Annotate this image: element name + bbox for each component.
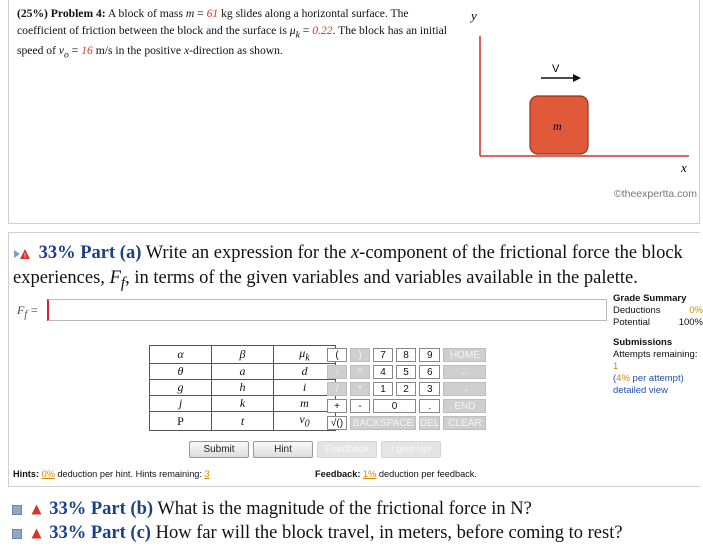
potential-value: 100% [678, 317, 703, 328]
palette-i[interactable]: i [274, 380, 336, 396]
part-b-percent: 33% [49, 499, 87, 519]
part-a-panel [8, 232, 703, 487]
grade-summary-title: Grade Summary [613, 293, 687, 304]
hints-label: Hints: [13, 469, 40, 479]
key-close-paren[interactable]: ) [350, 348, 370, 362]
palette-beta[interactable]: β [212, 346, 274, 364]
key-0[interactable]: 0 [373, 399, 416, 413]
equals-sign: = [194, 7, 207, 20]
feedback-label: Feedback: [315, 469, 361, 479]
hint-button[interactable]: Hint [253, 441, 313, 458]
palette-k[interactable]: k [212, 396, 274, 412]
force-symbol: F [109, 268, 121, 288]
palette-theta[interactable]: θ [150, 364, 212, 380]
feedback-info [315, 469, 477, 479]
mass-symbol: m [185, 7, 195, 20]
palette-d[interactable]: d [274, 364, 336, 380]
block-diagram [471, 6, 701, 196]
key-home[interactable]: HOME [443, 348, 486, 362]
key-sqrt[interactable]: √() [327, 416, 347, 430]
hints-info [13, 469, 210, 479]
key-clear[interactable]: CLEAR [443, 416, 486, 430]
palette-h[interactable]: h [212, 380, 274, 396]
velocity-symbol: v [58, 44, 65, 58]
key-dot[interactable]: . [419, 399, 440, 413]
part-a-text: -component of the frictional force the block experiences, [13, 243, 683, 288]
grade-summary [613, 293, 703, 329]
y-axis-label: y [471, 8, 477, 23]
key-5[interactable]: 5 [396, 365, 416, 379]
attempts-label: Attempts remaining: [613, 349, 698, 360]
palette-alpha[interactable]: α [150, 346, 212, 364]
key-8[interactable]: 8 [396, 348, 416, 362]
problem-label: (25%) Problem 4: [17, 7, 106, 20]
feedback-pct: 1% [363, 469, 377, 479]
key-right-arrow[interactable]: → [443, 382, 486, 396]
warning-icon [31, 528, 42, 539]
svg-text:!: ! [24, 252, 26, 260]
key-del[interactable]: DEL [420, 417, 440, 429]
warning-icon [31, 504, 42, 515]
key-backspace[interactable]: BACKSPACE [350, 416, 416, 430]
hints-text: deduction per hint. Hints remaining: [57, 469, 202, 479]
palette-m[interactable]: m [274, 396, 336, 412]
answer-label: $F_f$ = [17, 303, 39, 321]
part-a-label: Part (a) [80, 243, 142, 263]
palette-j[interactable]: j [150, 396, 212, 412]
equals-sign: = [299, 23, 313, 37]
answer-input[interactable] [47, 299, 607, 321]
key-up-arrow[interactable]: ↑ [327, 365, 347, 379]
velocity-value: 16 [81, 44, 93, 58]
potential-label: Potential [613, 317, 650, 328]
part-c-question[interactable] [12, 522, 623, 544]
x-axis-label: x [681, 160, 687, 175]
collapsed-square-icon [12, 505, 22, 515]
key-plus[interactable]: + [327, 399, 347, 413]
deductions-value: 0% [689, 305, 703, 316]
part-a-percent: 33% [38, 243, 76, 263]
key-left-arrow[interactable]: ← [443, 365, 486, 379]
part-a-text: , in terms of the given variables and variables available in the palette. [125, 268, 638, 288]
key-open-paren[interactable]: ( [327, 348, 347, 362]
palette-g[interactable]: g [150, 380, 212, 396]
feedback-button[interactable]: Feedback [317, 441, 377, 458]
attempts-value: 1 [613, 361, 619, 372]
keypad [324, 345, 489, 433]
problem-text-part: -direction as shown. [189, 44, 283, 58]
part-a-question [13, 241, 703, 296]
submissions-title: Submissions [613, 337, 673, 348]
detailed-view-link[interactable]: detailed view [613, 385, 668, 396]
key-end[interactable]: END [443, 399, 486, 413]
force-subscript: f [120, 274, 126, 292]
key-6[interactable]: 6 [419, 365, 440, 379]
per-attempt-pct: 4% [616, 373, 630, 384]
x-symbol: x [350, 243, 360, 263]
part-b-text: What is the magnitude of the frictional force in N? [157, 499, 532, 519]
key-7[interactable]: 7 [373, 348, 393, 362]
problem-statement [17, 6, 457, 64]
problem-text-part: m/s in the positive [95, 44, 182, 58]
problem-text-part: A block of mass [107, 7, 183, 20]
part-a-text: Write an expression for the [145, 243, 347, 263]
problem-text-part: . The block has an initial speed of [17, 23, 447, 58]
part-b-label: Part (b) [90, 499, 154, 519]
submissions-panel: Submissions Attempts remaining: 1 (4% per attempt) detailed view [613, 337, 703, 397]
equals-sign: = [68, 44, 82, 58]
key-3[interactable]: 3 [419, 382, 440, 396]
variable-palette [149, 345, 336, 431]
deductions-label: Deductions [613, 305, 661, 316]
feedback-text: deduction per feedback. [378, 469, 477, 479]
x-symbol: x [183, 44, 190, 58]
key-9[interactable]: 9 [419, 348, 440, 362]
per-attempt-label: per attempt [632, 373, 681, 384]
velocity-subscript: o [64, 49, 69, 61]
key-divide[interactable]: / [327, 382, 347, 396]
submit-button[interactable]: Submit [189, 441, 249, 458]
key-4[interactable]: 4 [373, 365, 393, 379]
mu-symbol: μ [289, 23, 296, 37]
watermark: ©theexpertta.com [613, 188, 697, 200]
part-status-icon [13, 248, 31, 260]
key-2[interactable]: 2 [396, 382, 416, 396]
block-label: m [553, 119, 562, 133]
problem-panel [8, 0, 700, 224]
problem-text-part: kg slides along a horizontal surface. The coefficient of friction between the block and the surface is [17, 7, 409, 37]
part-c-label: Part (c) [90, 523, 151, 543]
key-multiply[interactable]: * [350, 382, 370, 396]
action-buttons [189, 441, 441, 458]
part-b-question[interactable] [12, 498, 532, 520]
hints-remaining: 3 [204, 469, 210, 479]
part-c-percent: 33% [49, 523, 87, 543]
key-caret[interactable]: ^ [350, 365, 370, 379]
key-minus[interactable]: - [350, 399, 370, 413]
palette-P[interactable]: P [150, 412, 212, 430]
give-up-button[interactable]: I give up! [381, 441, 441, 458]
mu-subscript: k [295, 28, 300, 40]
mu-value: 0.22 [312, 23, 333, 37]
collapsed-square-icon [12, 529, 22, 539]
palette-t[interactable]: t [212, 412, 274, 430]
hints-pct: 0% [41, 469, 55, 479]
palette-mu-k[interactable]: $\mu_k$ [274, 346, 336, 364]
part-c-text: How far will the block travel, in meters, before coming to rest? [155, 523, 623, 543]
palette-a[interactable]: a [212, 364, 274, 380]
velocity-label: V [552, 63, 560, 75]
mass-value: 61 [206, 7, 219, 20]
key-1[interactable]: 1 [373, 382, 393, 396]
palette-v0[interactable]: $v_0$ [274, 412, 336, 430]
velocity-arrow-icon [573, 74, 581, 82]
